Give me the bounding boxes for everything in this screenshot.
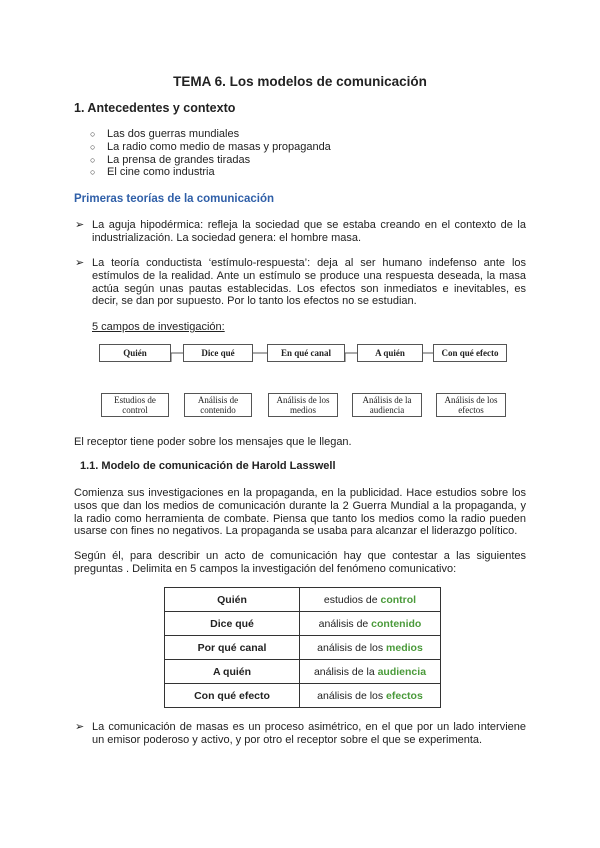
table-row bbox=[165, 684, 441, 708]
research-fields-label: 5 campos de investigación: bbox=[92, 321, 225, 333]
table-row bbox=[165, 588, 441, 612]
diagram-box-analisis-audiencia: Análisis de la audiencia bbox=[352, 393, 422, 417]
list-item: ○ El cine como industria bbox=[90, 166, 331, 179]
table-cell-question: Quién bbox=[165, 588, 300, 612]
diagram-box-a-quien: A quién bbox=[357, 344, 423, 362]
diagram-box-canal: En qué canal bbox=[267, 344, 345, 362]
table-cell-field: análisis de los medios bbox=[300, 636, 441, 660]
table-cell-field: estudios de control bbox=[300, 588, 441, 612]
receptor-note: El receptor tiene poder sobre los mensajes que le llegan. bbox=[74, 436, 352, 448]
keyword-highlight: control bbox=[380, 593, 417, 606]
keyword-highlight: efectos bbox=[386, 689, 423, 702]
keyword-highlight: audiencia bbox=[377, 665, 427, 678]
arrow-bullet-icon: ➢ bbox=[75, 219, 85, 231]
lasswell-table bbox=[164, 587, 441, 708]
table-cell-field: análisis de la audiencia bbox=[300, 660, 441, 684]
theory-text: La aguja hipodérmica: refleja la sociedad que se estaba creando en el contexto de la industrialización. La sociedad genera: el hombre masa. bbox=[92, 219, 526, 244]
diagram-box-efecto: Con qué efecto bbox=[433, 344, 507, 362]
arrow-bullet-icon: ➢ bbox=[75, 257, 85, 269]
final-item-text: La comunicación de masas es un proceso asimétrico, en el que por un lado interviene un emisor poderoso y activo, y por otro el receptor sobre el que se experimenta. bbox=[92, 721, 526, 746]
list-item: ○ Las dos guerras mundiales bbox=[90, 128, 331, 141]
diagram-box-analisis-efectos: Análisis de los efectos bbox=[436, 393, 506, 417]
table-row bbox=[165, 636, 441, 660]
table-cell-field: análisis de contenido bbox=[300, 612, 441, 636]
table-cell-question: Con qué efecto bbox=[165, 684, 300, 708]
page-title: TEMA 6. Los modelos de comunicación bbox=[173, 74, 427, 89]
section-heading-antecedentes: 1. Antecedentes y contexto bbox=[74, 101, 236, 115]
table-row bbox=[165, 660, 441, 684]
diagram-box-analisis-medios: Análisis de los medios bbox=[268, 393, 338, 417]
keyword-highlight: medios bbox=[386, 641, 423, 654]
table-cell-question: Por qué canal bbox=[165, 636, 300, 660]
lasswell-paragraph-1: Comienza sus investigaciones en la propaganda, en la publicidad. Hace estudios sobre los usos que dan los medios de comunicación durante la 2 Guerra Mundial a la propaganda, y la radio como herramienta de combate. Piensa que tanto los medios como la radio pueden usarse con fines no negativos. La propaganda se usaba para alcanzar el liderazgo político. bbox=[74, 487, 526, 538]
diagram-box-estudios-control: Estudios de control bbox=[101, 393, 169, 417]
keyword-highlight: contenido bbox=[371, 617, 422, 630]
asymmetric-process-item bbox=[75, 721, 526, 747]
theory-text: La teoría conductista ‘estímulo-respuesta’: deja al ser humano indefenso ante los estímulos de la realidad. Ante un estímulo se produce una respuesta deseada, la masa actúa según unas pautas establecidas. Los efectos son inmediatos e inevitables, es decir, se dan por supuesto. Por lo tanto los efectos no se estudian. bbox=[92, 257, 526, 308]
list-item: ○ La prensa de grandes tiradas bbox=[90, 154, 331, 167]
diagram-box-quien: Quién bbox=[99, 344, 171, 362]
table-cell-question: Dice qué bbox=[165, 612, 300, 636]
diagram-box-dice-que: Dice qué bbox=[183, 344, 253, 362]
table-row bbox=[165, 612, 441, 636]
early-theories-heading: Primeras teorías de la comunicación bbox=[74, 193, 275, 205]
list-item: ○ La radio como medio de masas y propaganda bbox=[90, 141, 331, 154]
table-cell-field: análisis de los efectos bbox=[300, 684, 441, 708]
arrow-bullet-icon: ➢ bbox=[75, 721, 85, 733]
lasswell-paragraph-2: Según él, para describir un acto de comunicación hay que contestar a las siguientes preguntas . Delimita en 5 campos la investigación del fenómeno comunicativo: bbox=[74, 550, 526, 575]
lasswell-section-heading: 1.1. Modelo de comunicación de Harold Lasswell bbox=[80, 460, 336, 472]
table-cell-question: A quién bbox=[165, 660, 300, 684]
diagram-box-analisis-contenido: Análisis de contenido bbox=[184, 393, 252, 417]
